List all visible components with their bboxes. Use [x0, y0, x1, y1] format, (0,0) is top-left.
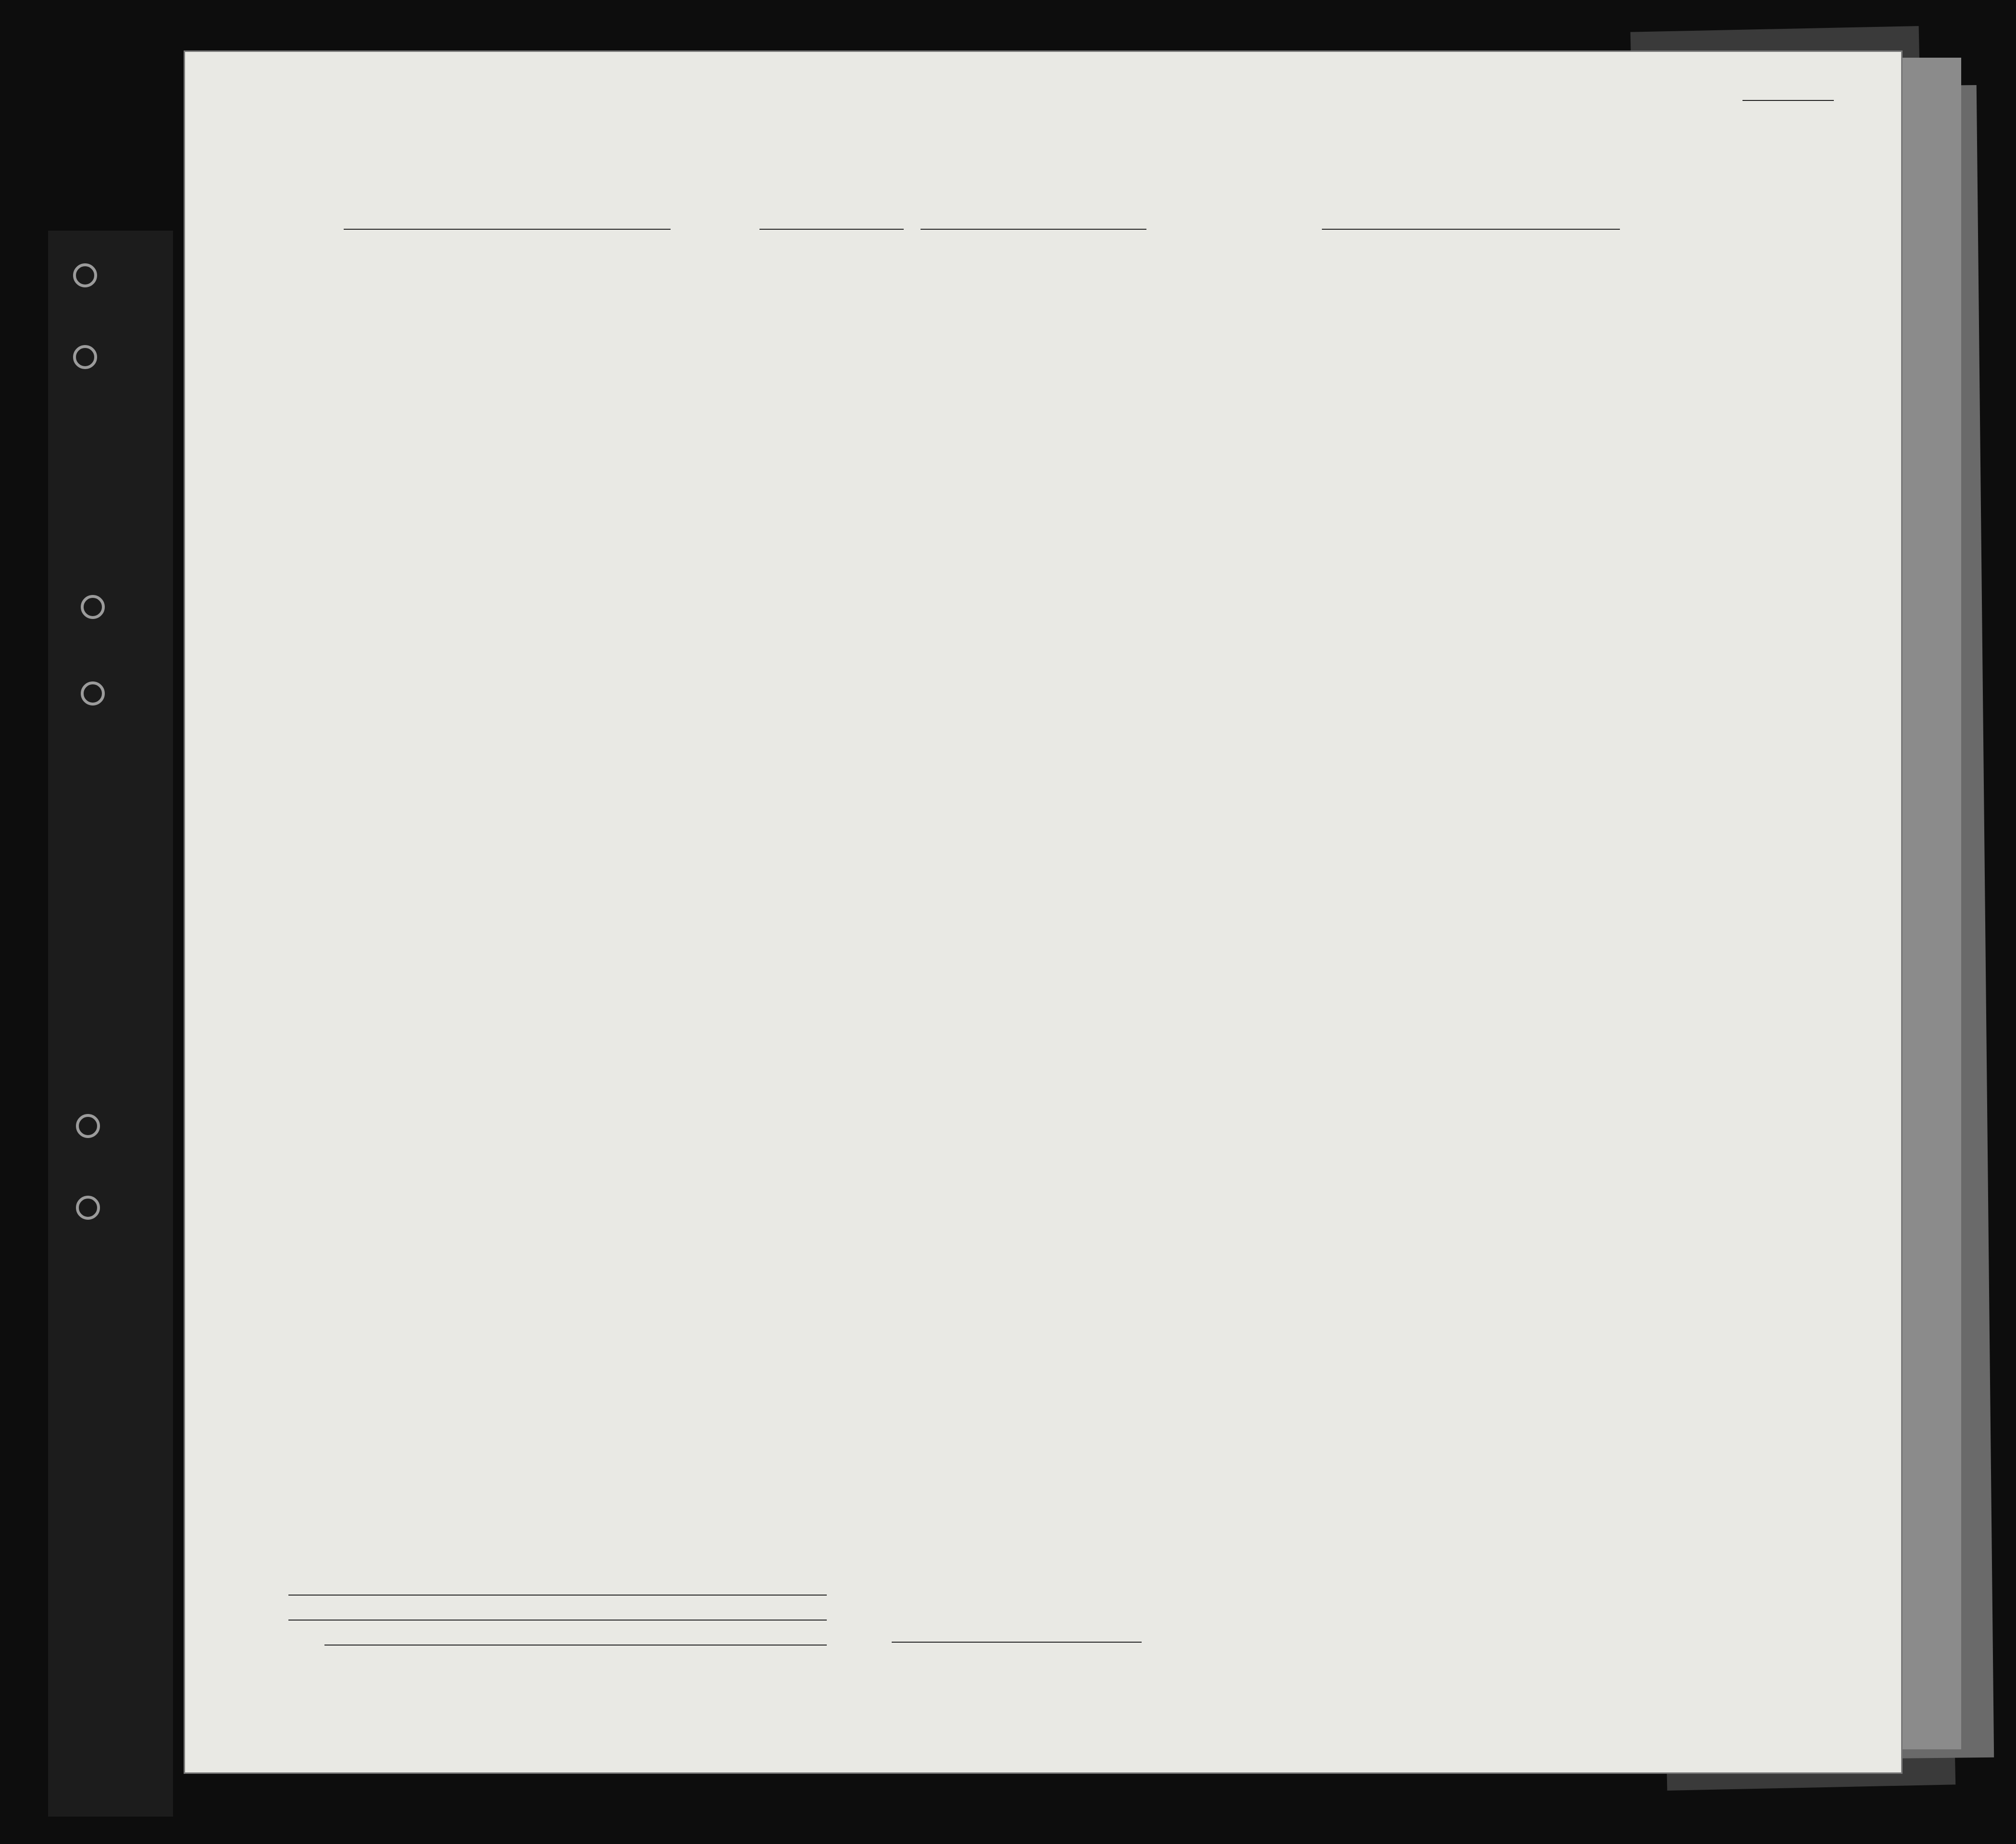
sheet-number-line [1742, 100, 1834, 101]
binder-hole [76, 1114, 100, 1138]
from-port-line [1322, 229, 1620, 230]
vessel-line [344, 229, 671, 230]
footer-line-rule [288, 1595, 827, 1596]
manifest-sheet [185, 52, 1901, 1772]
arriving-line [759, 229, 904, 230]
footer-owners-rule [288, 1620, 827, 1621]
binder-strip [48, 231, 173, 1817]
footer-agents-rule [324, 1645, 827, 1646]
binder-hole [81, 595, 105, 619]
binder-hole [73, 345, 97, 369]
binder-hole [73, 263, 97, 287]
date-line [921, 229, 1146, 230]
form-content [185, 52, 1901, 1772]
signature-rule [892, 1642, 1142, 1643]
binder-hole [76, 1196, 100, 1220]
binder-hole [81, 681, 105, 705]
